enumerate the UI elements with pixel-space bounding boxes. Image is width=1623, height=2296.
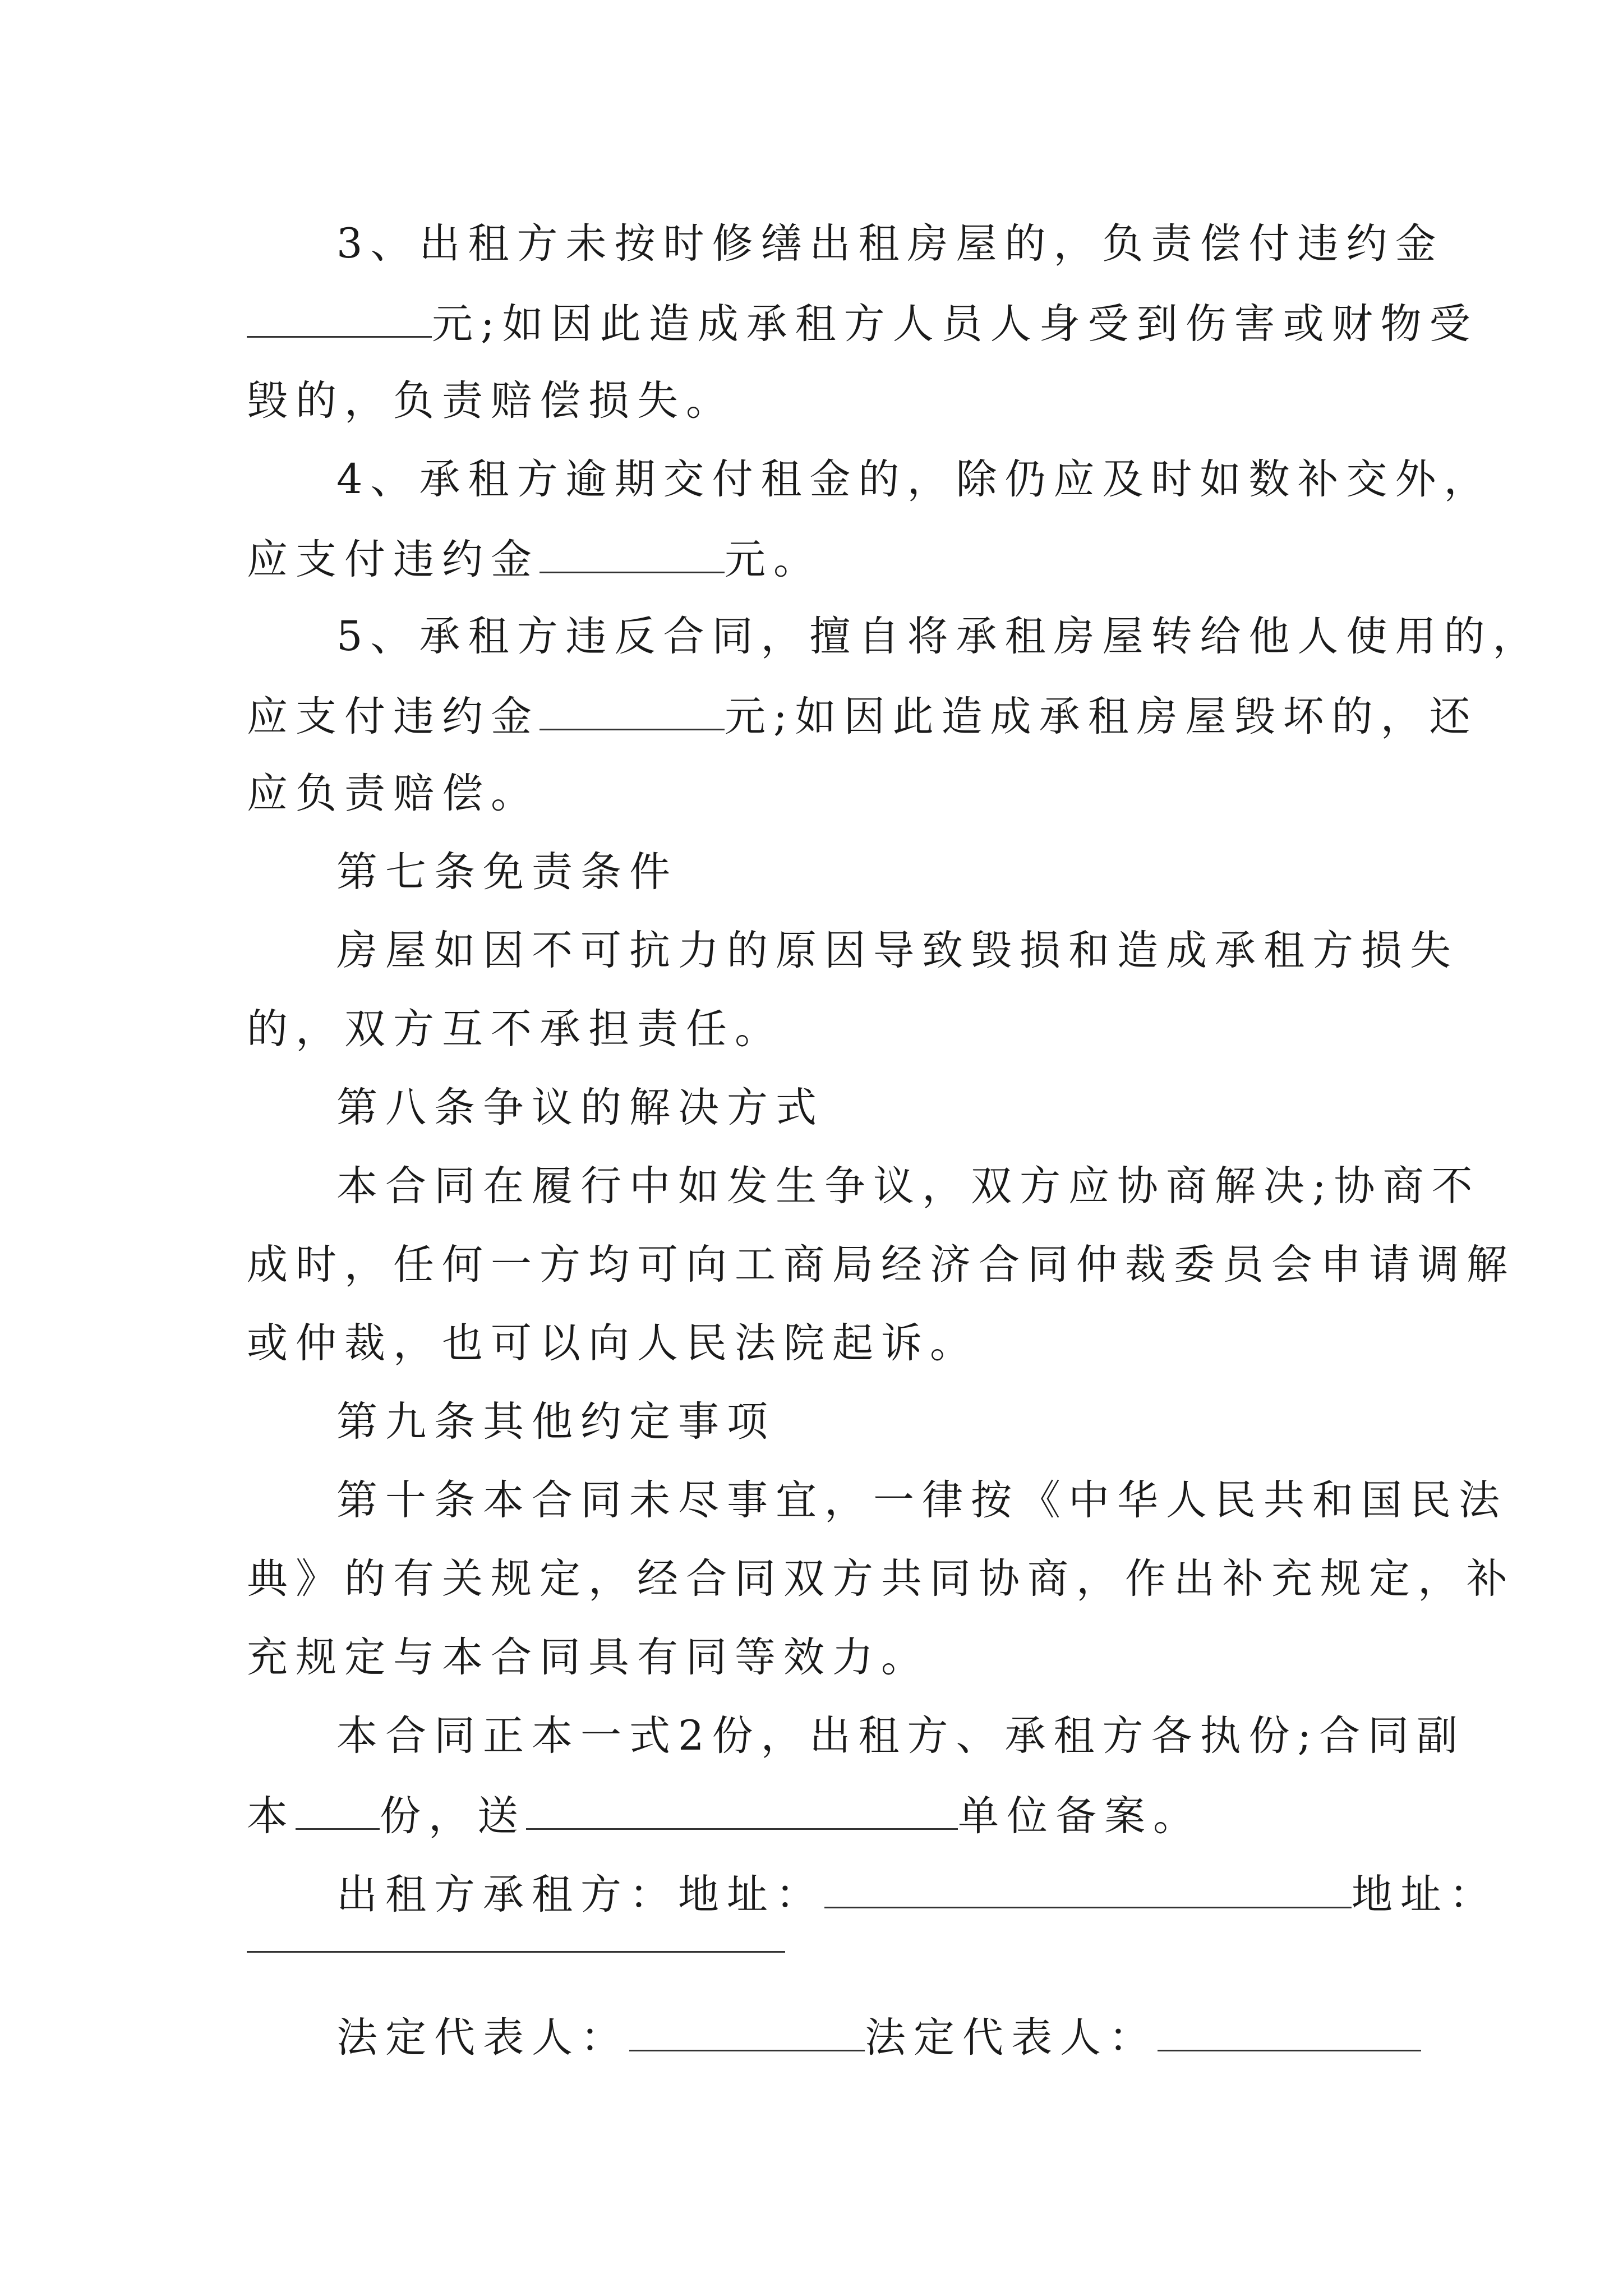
address-continuation-blank <box>247 1951 785 1953</box>
clause-5-line-1: 5、承租方违反合同，擅自将承租房屋转给他人使用的， <box>336 613 1542 660</box>
rep-label-1: 法定代表人： <box>336 2014 629 2062</box>
parties-address-label: 出租方承租方：地址： <box>336 1871 824 1918</box>
article-9-title: 第九条其他约定事项 <box>336 1398 776 1446</box>
copies-text-b: 份，送 <box>380 1792 526 1840</box>
copies-line-1: 本合同正本一式2份，出租方、承租方各执份;合同副 <box>336 1712 1466 1760</box>
clause-3-line-1: 3、出租方未按时修缮出租房屋的，负责偿付违约金 <box>336 220 1444 268</box>
article-8-line-1: 本合同在履行中如发生争议，双方应协商解决;协商不 <box>336 1162 1481 1210</box>
penalty-blank <box>540 530 725 573</box>
article-8-line-2: 成时，任何一方均可向工商局经济合同仲裁委员会申请调解 <box>247 1241 1515 1289</box>
address-blank <box>824 1865 1352 1908</box>
copies-text-a: 本 <box>247 1792 296 1840</box>
clause-4-line-2 <box>247 530 822 588</box>
article-7-title: 第七条免责条件 <box>336 848 678 896</box>
article-8-title: 第八条争议的解决方式 <box>336 1084 824 1131</box>
copies-line-2 <box>247 1787 1202 1844</box>
clause-3-line-2-text: 元;如因此造成承租方人员人身受到伤害或财物受 <box>432 300 1478 348</box>
clause-5-prefix: 应支付违约金 <box>247 693 540 740</box>
representative-line <box>336 2008 1421 2066</box>
article-7-line-2: 的，双方互不承担责任。 <box>247 1005 783 1053</box>
article-8-line-3: 或仲裁，也可以向人民法院起诉。 <box>247 1319 979 1367</box>
article-7-line-1: 房屋如因不可抗力的原因导致毁损和造成承租方损失 <box>336 927 1459 974</box>
clause-4-line-1: 4、承租方逾期交付租金的，除仍应及时如数补交外， <box>336 455 1493 503</box>
article-10-line-1: 第十条本合同未尽事宜，一律按《中华人民共和国民法 <box>336 1476 1507 1524</box>
clause-5-line-2 <box>247 687 1478 745</box>
rep-blank-2 <box>1158 2008 1421 2051</box>
article-10-line-2: 典》的有关规定，经合同双方共同协商，作出补充规定，补 <box>247 1555 1515 1603</box>
second-address-label: 地址： <box>1352 1871 1498 1918</box>
filing-unit-blank <box>526 1787 958 1830</box>
clause-3-line-2 <box>247 295 1478 352</box>
penalty-blank <box>247 295 432 338</box>
clause-5-line-3: 应负责赔偿。 <box>247 770 540 817</box>
copy-count-blank <box>296 1787 380 1830</box>
rep-label-2: 法定代表人： <box>865 2014 1158 2062</box>
clause-4-prefix: 应支付违约金 <box>247 536 540 583</box>
penalty-blank <box>540 687 725 730</box>
rep-blank-1 <box>629 2008 865 2051</box>
article-10-line-3: 充规定与本合同具有同等效力。 <box>247 1634 930 1681</box>
clause-4-suffix: 元。 <box>725 536 822 583</box>
copies-text-c: 单位备案。 <box>958 1792 1202 1840</box>
clause-3-line-3: 毁的，负责赔偿损失。 <box>247 377 735 425</box>
signature-address-line <box>336 1865 1498 1923</box>
clause-5-suffix: 元;如因此造成承租房屋毁坏的，还 <box>725 693 1478 740</box>
